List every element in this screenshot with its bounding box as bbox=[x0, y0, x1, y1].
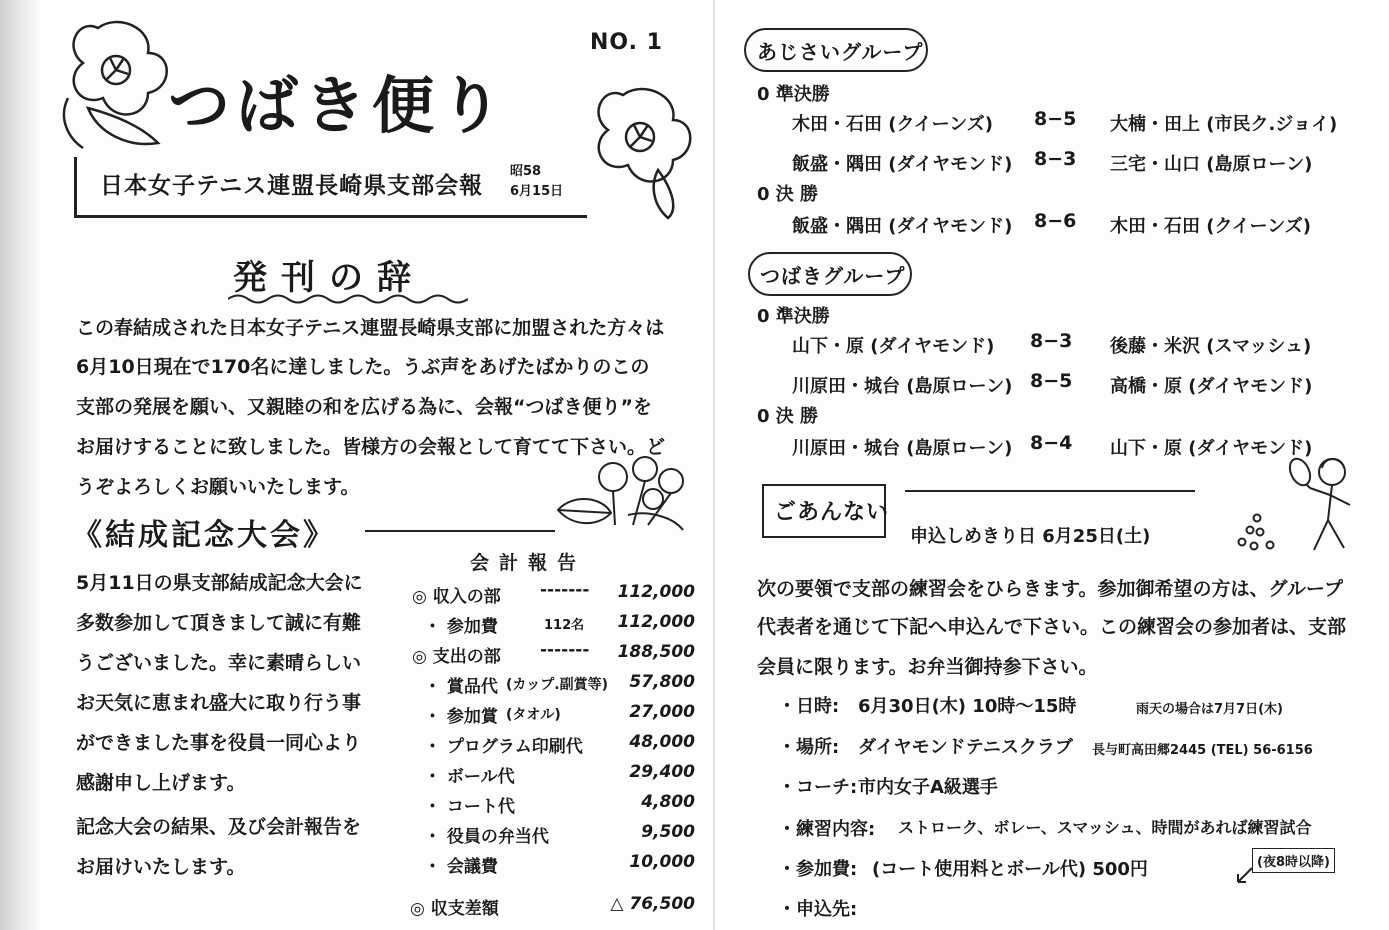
clover-flower-icon bbox=[553, 455, 693, 540]
deadline-text: 申込しめきり日 6月25日(土) bbox=[910, 526, 1151, 547]
newsletter-subtitle: 日本女子テニス連盟長崎県支部会報 bbox=[100, 173, 484, 199]
round-label: 0 準決勝 bbox=[757, 306, 830, 327]
accounts-row-amount: 27,000 bbox=[629, 702, 695, 722]
detail-label: ・練習内容: bbox=[778, 819, 876, 840]
match-left-pair: 川原田・城台 (島原ローン) bbox=[792, 438, 1013, 459]
round-label: 0 決 勝 bbox=[757, 406, 819, 427]
match-right-pair: 山下・原 (ダイヤモンド) bbox=[1110, 438, 1313, 459]
accounts-row-amount: 57,800 bbox=[629, 672, 695, 692]
tournament-line: お届けいたします。 bbox=[76, 856, 246, 878]
tournament-line: 記念大会の結果、及び会計報告を bbox=[76, 816, 362, 838]
newsletter-title: つばき便り bbox=[168, 69, 509, 142]
detail-value: ストローク、ボレー、スマッシュ、時間があれば練習試合 bbox=[898, 818, 1312, 837]
match-score: 8−5 bbox=[1034, 108, 1077, 130]
section-heading-tournament: 《結成記念大会》 bbox=[72, 518, 336, 553]
tournament-line: うございました。幸に素晴らしい bbox=[76, 652, 362, 674]
tournament-line: 5月11日の県支部結成記念大会に bbox=[76, 572, 363, 594]
group-heading-ajisai: あじさいグループ bbox=[757, 40, 924, 64]
match-score: 8−3 bbox=[1030, 330, 1073, 352]
accounts-heading: 会計報告 bbox=[470, 552, 587, 574]
match-left-pair: 山下・原 (ダイヤモンド) bbox=[792, 336, 995, 357]
issue-number: NO. 1 bbox=[590, 30, 663, 55]
accounts-row-note: 112名 bbox=[544, 618, 585, 633]
page-gutter bbox=[713, 0, 715, 930]
inaugural-line: お届けすることに致しました。皆様方の会報として育てて下さい。ど bbox=[76, 436, 666, 458]
accounts-row-amount: 29,400 bbox=[629, 762, 695, 782]
round-label: 0 決 勝 bbox=[757, 184, 819, 205]
notice-line: 代表者を通じて下記へ申込んで下さい。この練習会の参加者は、支部 bbox=[757, 616, 1347, 638]
tennis-player-icon bbox=[1232, 450, 1372, 560]
match-right-pair: 大楠・田上 (市民ク.ジョイ) bbox=[1110, 114, 1338, 135]
match-left-pair: 飯盛・隅田 (ダイヤモンド) bbox=[792, 154, 1013, 175]
detail-label: ・日時: bbox=[778, 696, 840, 717]
heading-rule bbox=[905, 490, 1195, 492]
accounts-row-amount: 9,500 bbox=[641, 822, 695, 842]
accounts-row-label: ・ 会議費 bbox=[424, 857, 498, 877]
accounts-row-amount: 112,000 bbox=[617, 612, 695, 632]
accounts-balance-amount: △ 76,500 bbox=[610, 894, 695, 914]
accounts-row-note: (タオル) bbox=[506, 707, 561, 723]
detail-label: ・場所: bbox=[778, 737, 840, 758]
match-right-pair: 後藤・米沢 (スマッシュ) bbox=[1110, 336, 1312, 357]
camellia-flower-icon bbox=[58, 8, 178, 158]
accounts-row-note: (カップ.副賞等) bbox=[506, 677, 608, 693]
match-score: 8−3 bbox=[1034, 148, 1077, 170]
detail-note: 長与町高田郷2445 (TEL) 56-6156 bbox=[1092, 743, 1313, 758]
accounts-row-label: ・ 参加費 bbox=[424, 617, 498, 637]
section-heading-inaugural: 発刊の辞 bbox=[233, 258, 425, 298]
issue-date-era: 昭58 bbox=[510, 164, 542, 179]
tournament-line: 感謝申し上げます。 bbox=[76, 772, 246, 794]
camellia-flower-icon bbox=[578, 70, 698, 220]
accounts-row-label: ◎ 収入の部 bbox=[412, 587, 501, 607]
match-right-pair: 高橋・原 (ダイヤモンド) bbox=[1110, 376, 1313, 397]
notice-line: 会員に限ります。お弁当御持参下さい。 bbox=[757, 656, 1098, 678]
match-left-pair: 飯盛・隅田 (ダイヤモンド) bbox=[792, 216, 1013, 237]
accounts-balance-label: ◎ 収支差額 bbox=[410, 899, 499, 919]
detail-note: (夜8時以降) bbox=[1252, 848, 1335, 873]
match-left-pair: 木田・石田 (クイーンズ) bbox=[792, 114, 993, 135]
match-score: 8−6 bbox=[1034, 210, 1077, 232]
accounts-row-note: ------- bbox=[540, 580, 590, 600]
book-spine-shadow bbox=[0, 0, 40, 930]
inaugural-line: 6月10日現在で170名に達しました。うぶ声をあげたばかりのこの bbox=[76, 356, 650, 378]
accounts-row-label: ◎ 支出の部 bbox=[412, 647, 501, 667]
inaugural-line: 支部の発展を願い、又親睦の和を広げる為に、会報“つばき便り”を bbox=[76, 396, 652, 418]
accounts-row-amount: 112,000 bbox=[617, 582, 695, 602]
notice-heading: ごあんない bbox=[774, 500, 890, 525]
accounts-row-amount: 4,800 bbox=[641, 792, 695, 812]
accounts-row-label: ・ 賞品代 bbox=[424, 677, 498, 697]
tournament-line: ができました事を役員一同心より bbox=[76, 732, 362, 754]
detail-label: ・参加費: bbox=[778, 859, 858, 880]
accounts-row-amount: 10,000 bbox=[629, 852, 695, 872]
detail-value: 市内女子A級選手 bbox=[858, 777, 998, 798]
match-score: 8−4 bbox=[1030, 432, 1073, 454]
match-right-pair: 木田・石田 (クイーンズ) bbox=[1110, 216, 1311, 237]
match-left-pair: 川原田・城台 (島原ローン) bbox=[792, 376, 1013, 397]
accounts-row-label: ・ 参加賞 bbox=[424, 707, 498, 727]
inaugural-line: うぞよろしくお願いいたします。 bbox=[76, 476, 360, 498]
match-right-pair: 三宅・山口 (島原ローン) bbox=[1110, 154, 1313, 175]
accounts-row-label: ・ ボール代 bbox=[424, 767, 515, 787]
accounts-row-amount: 188,500 bbox=[617, 642, 695, 662]
detail-value: 6月30日(木) 10時〜15時 bbox=[858, 696, 1077, 717]
tournament-line: お天気に恵まれ盛大に取り行う事 bbox=[76, 692, 362, 714]
inaugural-line: この春結成された日本女子テニス連盟長崎県支部に加盟された方々は bbox=[76, 317, 665, 339]
detail-label: ・申込先: bbox=[778, 899, 858, 920]
notice-line: 次の要領で支部の練習会をひらきます。参加御希望の方は、グループ bbox=[757, 578, 1343, 600]
round-label: 0 準決勝 bbox=[757, 84, 830, 105]
detail-value: ダイヤモンドテニスクラブ bbox=[858, 737, 1073, 758]
accounts-row-amount: 48,000 bbox=[629, 732, 695, 752]
detail-note: 雨天の場合は7月7日(木) bbox=[1136, 702, 1283, 717]
match-score: 8−5 bbox=[1030, 370, 1073, 392]
accounts-row-label: ・ 役員の弁当代 bbox=[424, 827, 549, 847]
wavy-underline bbox=[228, 292, 468, 306]
detail-label: ・コーチ: bbox=[778, 777, 858, 798]
detail-value: (コート使用料とボール代) 500円 bbox=[872, 859, 1148, 880]
heading-rule bbox=[365, 530, 555, 532]
accounts-row-note: ------- bbox=[540, 640, 590, 660]
issue-date: 6月15日 bbox=[510, 184, 564, 199]
accounts-row-label: ・ プログラム印刷代 bbox=[424, 737, 583, 757]
group-heading-tsubaki: つばきグループ bbox=[760, 264, 906, 288]
accounts-row-label: ・ コート代 bbox=[424, 797, 515, 817]
arrow-icon bbox=[1232, 864, 1256, 888]
tournament-line: 多数参加して頂きまして誠に有難 bbox=[76, 612, 362, 634]
